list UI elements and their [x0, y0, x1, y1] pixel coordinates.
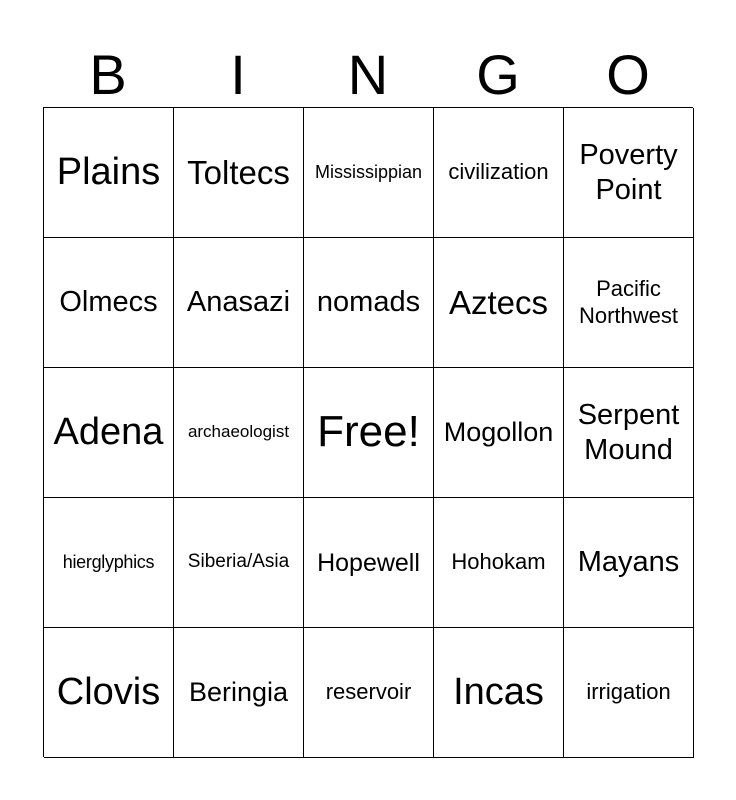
bingo-cell[interactable]: hierglyphics — [44, 498, 174, 628]
header-letter-o: O — [606, 43, 650, 106]
bingo-cell[interactable]: Incas — [434, 628, 564, 758]
header-letter-n: N — [347, 43, 389, 106]
bingo-cell[interactable]: Serpent Mound — [564, 368, 694, 498]
header-letter-i: I — [230, 43, 246, 106]
bingo-cell[interactable]: Anasazi — [174, 238, 304, 368]
bingo-cell[interactable]: archaeologist — [174, 368, 304, 498]
bingo-cell[interactable]: Olmecs — [44, 238, 174, 368]
bingo-cell[interactable]: Plains — [44, 108, 174, 238]
bingo-cell[interactable]: Pacific Northwest — [564, 238, 694, 368]
bingo-cell[interactable]: Toltecs — [174, 108, 304, 238]
bingo-cell[interactable]: Mogollon — [434, 368, 564, 498]
header-letter-g: G — [476, 43, 520, 106]
bingo-board — [43, 107, 693, 757]
bingo-cell[interactable]: Poverty Point — [564, 108, 694, 238]
bingo-header — [43, 44, 693, 106]
bingo-cell[interactable]: Beringia — [174, 628, 304, 758]
bingo-cell[interactable]: nomads — [304, 238, 434, 368]
bingo-cell[interactable]: Siberia/Asia — [174, 498, 304, 628]
bingo-cell[interactable]: Hopewell — [304, 498, 434, 628]
bingo-cell[interactable]: Adena — [44, 368, 174, 498]
free-space[interactable]: Free! — [304, 368, 434, 498]
bingo-cell[interactable]: Clovis — [44, 628, 174, 758]
header-letter-b: B — [89, 43, 127, 106]
bingo-cell[interactable]: Hohokam — [434, 498, 564, 628]
bingo-cell[interactable]: reservoir — [304, 628, 434, 758]
bingo-cell[interactable]: Mayans — [564, 498, 694, 628]
bingo-cell[interactable]: Mississippian — [304, 108, 434, 238]
bingo-cell[interactable]: Aztecs — [434, 238, 564, 368]
bingo-cell[interactable]: civilization — [434, 108, 564, 238]
bingo-cell[interactable]: irrigation — [564, 628, 694, 758]
